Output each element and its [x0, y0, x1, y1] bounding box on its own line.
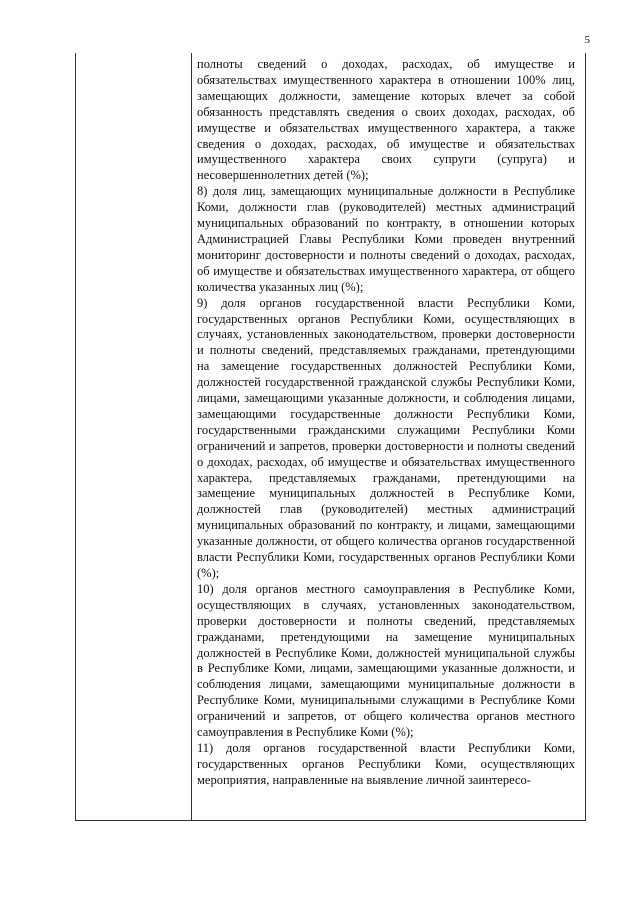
paragraph-item-9: 9) доля органов государственной власти Республики Коми, государственных органов Республики Коми, осуществляющих в случаях, установленных законодательством, проверки достоверности и полноты сведений, представляемых гражданами, претендующими на замещение государственных должностей Республики Коми, должностей государственной гражданской службы Республики Коми, лицами, замещающими указанные должности, и соблюдения лицами, замещающими государственные должности Республики Коми, государственными гражданскими служащими Республики Коми ограничений и запретов, проверки достоверности и полноты сведений о доходах, расходах, об имуществе и обязательствах имущественного характера, представляемых гражданами, претендующими на замещение муниципальных должностей в Республике Коми, должностей глав (руководителей) местных администраций муниципальных образований по контракту, и лицами, замещающими указанные должности, от общего количества органов государственной власти Республики Коми, государственных органов Республики Коми (%); [197, 295, 575, 580]
paragraph-item-8: 8) доля лиц, замещающих муниципальные должности в Республике Коми, должности глав (руководителей) местных администраций муниципальных образований по контракту, в отношении которых Администрацией Главы Республики Коми проведен внутренний мониторинг достоверности и полноты сведений о доходах, расходах, об имуществе и обязательствах имущественного характера, от общего количества указанных лиц (%); [197, 184, 575, 294]
paragraph-item-11: 11) доля органов государственной власти Республики Коми, государственных органов Республики Коми, осуществляющих мероприятия, направленные на выявление личной заинтересо- [197, 740, 575, 787]
table-cell-text [197, 57, 575, 789]
paragraph-continuation: полноты сведений о доходах, расходах, об имуществе и обязательствах имущественного характера в отношении 100% лиц, замещающих должности, замещение которых влечет за собой обязанность представлять сведения о своих доходах, расходах, об имуществе и обязательствах имущественного характера, а также сведения о доходах, расходах, об имуществе и обязательствах имущественного характера своих супруги (супруга) и несовершеннолетних детей (%); [197, 57, 575, 183]
column-divider [191, 53, 192, 820]
page-number: 5 [584, 34, 590, 46]
table-frame [75, 53, 586, 821]
paragraph-item-10: 10) доля органов местного самоуправления в Республике Коми, осуществляющих в случаях, установленных законодательством, проверки достоверности и полноты сведений, представляемых гражданами, претендующими на замещение муниципальных должностей в Республике Коми, должностей муниципальной службы в Республике Коми, лицами, замещающими указанные должности, и соблюдения лицами, замещающими муниципальные должности в Республике Коми, муниципальными служащими в Республике Коми ограничений и запретов, от общего количества органов местного самоуправления в Республике Коми (%); [197, 581, 575, 740]
